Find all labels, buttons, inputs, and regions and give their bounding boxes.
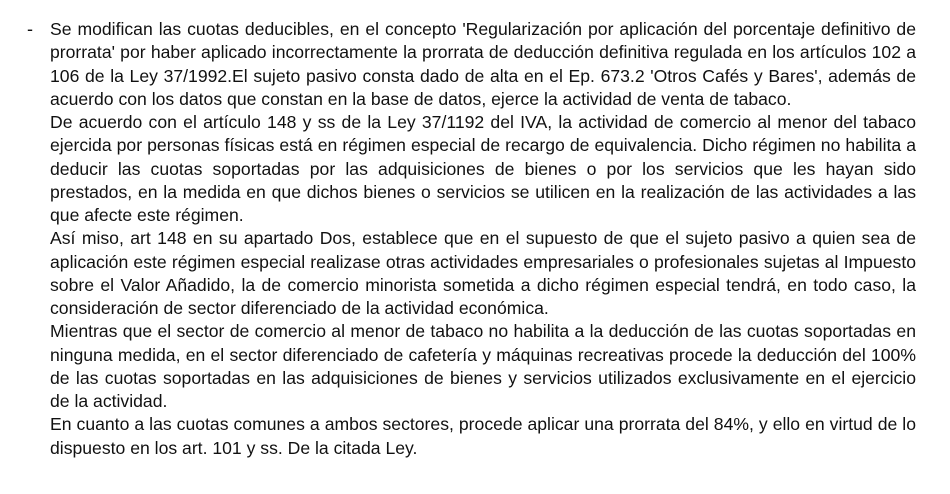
paragraph-prorrata-comun: En cuanto a las cuotas comunes a ambos sectores, procede aplicar una prorrata del 84%, y ello en virtud de lo dispuesto en los art. 101 y ss. De la citada Ley. — [50, 414, 916, 458]
paragraph-recargo-equivalencia: De acuerdo con el artículo 148 y ss de la Ley 37/1192 del IVA, la actividad de comercio al menor del tabaco ejercida por personas físicas está en régimen especial de recargo de equivalencia. Dicho régimen no habilita a deducir las cuotas soportadas por las adquisiciones de bienes o por los servicios que les hayan sido prestados, en la medida en que dichos bienes o servicios se utilicen en la realización de las actividades a las que afecte este régimen. — [50, 112, 916, 225]
paragraph-deduccion-cafeteria: Mientras que el sector de comercio al menor de tabaco no habilita a la deducción de las cuotas soportadas en ninguna medida, en el sector diferenciado de cafetería y máquinas recreativas procede la deducción del 100% de las cuotas soportadas en las adquisiciones de bienes y servicios utilizados exclusivamente en el ejercicio de la actividad. — [50, 321, 916, 411]
paragraph-sector-diferenciado: Así miso, art 148 en su apartado Dos, establece que en el supuesto de que el sujeto pasivo a quien sea de aplicación este régimen especial realizase otras actividades empresariales o profesionales sujetas al Impuesto sobre el Valor Añadido, la de comercio minorista sometida a dicho régimen especial tendrá, en todo caso, la consideración de sector diferenciado de la actividad económica. — [50, 228, 916, 318]
paragraph-regularizacion: Se modifican las cuotas deducibles, en el concepto 'Regularización por aplicación del porcentaje definitivo de prorrata' por haber aplicado incorrectamente la prorrata de deducción definitiva regulada en los artículos 102 a 106 de la Ley 37/1992.El sujeto pasivo consta dado de alta en el Ep. 673.2 'Otros Cafés y Bares', además de acuerdo con los datos que constan en la base de datos, ejerce la actividad de venta de tabaco. — [50, 19, 916, 109]
list-bullet: - — [27, 19, 33, 39]
list-item-body — [50, 18, 916, 460]
